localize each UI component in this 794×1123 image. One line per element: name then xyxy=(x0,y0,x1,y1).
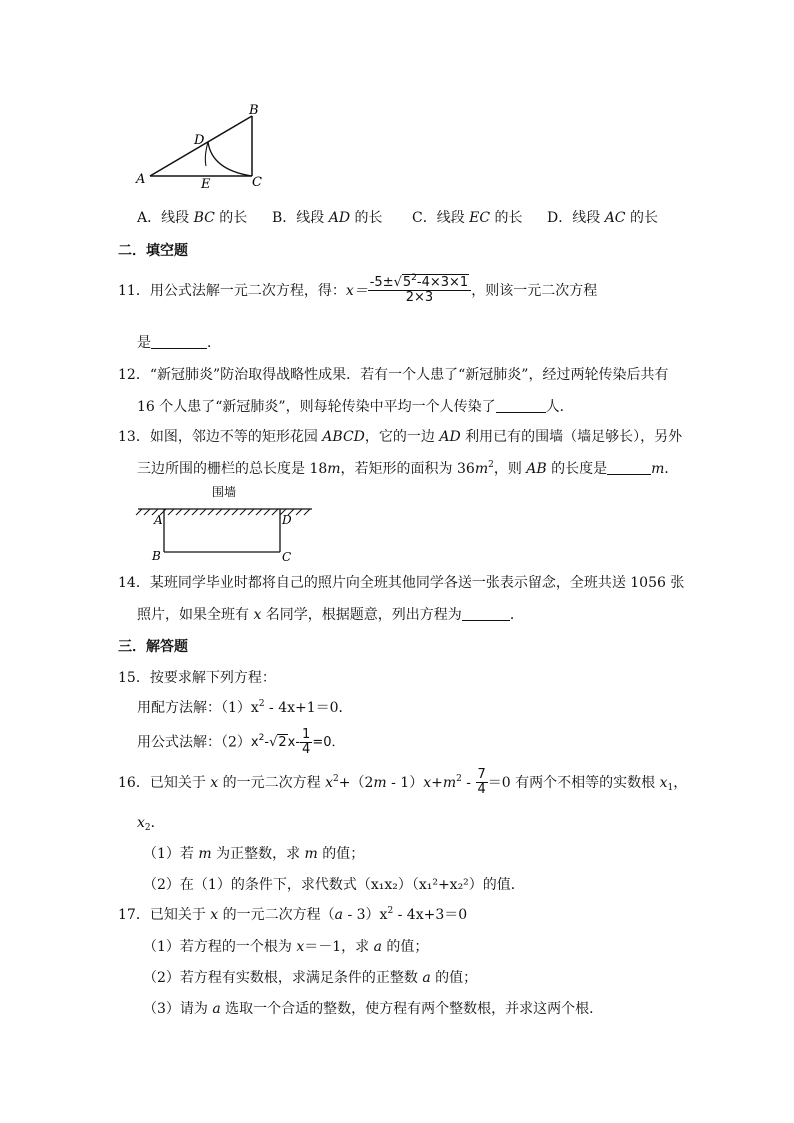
q11-sqrt-rest: -4×3×1 xyxy=(416,275,469,290)
q12-answer-blank xyxy=(496,398,546,413)
rect-label-c: C xyxy=(282,550,292,564)
q11-end: ． xyxy=(207,335,221,351)
q16-p1-m2: m xyxy=(304,846,318,862)
option-c-post: 的长 xyxy=(490,210,523,226)
q16-l1-m2: m xyxy=(442,774,457,791)
q14-answer-blank xyxy=(462,606,510,621)
q16-part1 xyxy=(143,843,364,863)
q17-number: 17． xyxy=(118,907,150,923)
option-d-pre: D．线段 xyxy=(547,210,605,226)
q14-l2-post: 名同学，根据题意，列出方程为 xyxy=(261,607,462,623)
q13-l2-mid2: ，则 xyxy=(493,461,527,477)
q15-b-minus2: - xyxy=(295,735,301,751)
q13-line2 xyxy=(137,458,678,478)
q16-l1-e: - 1） xyxy=(386,774,424,791)
q15-b-x: x xyxy=(250,735,259,751)
q16-l1-x2: x xyxy=(423,774,432,791)
q17-p3-a: a xyxy=(212,1001,221,1017)
q11-number: 11． xyxy=(118,282,150,299)
triangle-figure xyxy=(130,100,270,195)
q15-part1 xyxy=(137,697,353,717)
q15-b-num: 1 xyxy=(302,727,311,742)
q10-option-b xyxy=(272,207,383,227)
q16-l1-b: 的一元二次方程 xyxy=(218,774,326,791)
triangle-label-b: B xyxy=(249,103,259,118)
q15-b-equation: $x^2-√2x-$ $\frac{1}{4}$ =0． xyxy=(250,727,345,758)
q15-b-exp: 2 xyxy=(258,733,265,744)
q15-a-x: x xyxy=(250,700,259,716)
q17-l1-d: - 4x+3＝0 xyxy=(393,907,468,923)
q15-b-end: =0． xyxy=(312,735,345,751)
q15-b-sqrt: 2 xyxy=(278,735,287,751)
q16-line2 xyxy=(137,812,165,832)
q14-number: 14． xyxy=(118,575,150,591)
option-a-var: BC xyxy=(193,210,215,226)
q17-p1-post: 的值； xyxy=(381,939,429,955)
option-c-pre: C．线段 xyxy=(412,210,470,226)
q16-l1-h: ＝0 有两个不相等的实数根 xyxy=(487,774,660,791)
q17-p1-x: x xyxy=(296,939,305,955)
q15-a-exp: 2 xyxy=(258,699,265,709)
q11-sqrt-exp: 2 xyxy=(411,273,417,283)
q16-number: 16． xyxy=(118,774,150,791)
q15-b-x2: x xyxy=(287,735,296,751)
q17-part3 xyxy=(143,998,603,1018)
q16-l1-x: x xyxy=(210,774,219,791)
q14-l2-var: x xyxy=(253,607,262,623)
q16-l1-exp: 2 xyxy=(333,773,339,784)
q16-fraction xyxy=(476,768,488,798)
q15-a-pre: 用配方法解：（1） xyxy=(137,700,251,716)
q16-p1-pre: （1）若 xyxy=(143,846,199,862)
q14-l2-pre: 照片，如果全班有 xyxy=(137,607,254,623)
q17-line1 xyxy=(118,904,467,924)
q11-denominator: 2×3 xyxy=(405,290,434,306)
q14-line2 xyxy=(137,604,524,624)
q13-l2-mid: ，若矩形的面积为 36 xyxy=(340,461,475,477)
q12-line2-pre: 16 个人患了“新冠肺炎”，则每轮传染中平均一个人传染了 xyxy=(137,399,496,415)
option-b-pre: B．线段 xyxy=(272,210,329,226)
q11-fraction: $\frac{-5\pm√5^2-4\times 3\times 1}{2\times 3}$ xyxy=(368,276,471,306)
q17-p2-post: 的值； xyxy=(430,970,478,986)
triangle-label-a: A xyxy=(136,172,146,187)
q15-title-text: 按要求解下列方程： xyxy=(149,670,276,686)
q16-l1-c: x xyxy=(325,774,333,791)
q16-l1-i: ， xyxy=(673,774,688,791)
rect-label-d: D xyxy=(282,513,292,527)
q16-l1-d: +（2 xyxy=(338,774,374,791)
q10-option-c xyxy=(412,207,523,227)
q15-a-rest: - 4x+1＝0． xyxy=(264,700,353,716)
q16-part2 xyxy=(143,874,525,894)
option-c-var: EC xyxy=(469,210,491,226)
q13-l2-pre: 三边所围的栅栏的总长度是 18 xyxy=(137,461,328,477)
q13-l1-pre: 如图，邻边不等的矩形花园 xyxy=(149,429,323,445)
q16-p1-post: 的值； xyxy=(317,846,365,862)
q13-l2-m: m xyxy=(327,461,341,477)
q16-l1-f: + xyxy=(431,774,443,791)
q11-line1 xyxy=(118,273,598,306)
triangle-label-c: C xyxy=(252,175,262,190)
q11-x-eq: x＝ xyxy=(345,282,368,299)
q16-l1-a: 已知关于 xyxy=(149,774,211,791)
q16-l2-x: x xyxy=(137,815,145,831)
q16-l1-exp2: 2 xyxy=(456,773,462,784)
q16-l2-sub: 2 xyxy=(144,823,151,833)
q13-l2-mid3: 的长度是 xyxy=(546,461,608,477)
q17-l1-a: 已知关于 xyxy=(149,907,211,923)
q12-line1 xyxy=(118,364,668,384)
option-b-var: AD xyxy=(328,210,351,226)
q16-p1-m: m xyxy=(198,846,212,862)
q13-l1-post: 利用已有的围墙（墙足够长），另外 xyxy=(460,429,683,445)
q12-number: 12． xyxy=(118,367,150,383)
q14-line1 xyxy=(118,572,684,592)
rect-label-b: B xyxy=(152,549,161,563)
rectangle-figure xyxy=(130,482,320,564)
q10-option-d xyxy=(547,207,658,227)
q17-p1-a: a xyxy=(373,939,382,955)
q16-p2-text: （2）在（1）的条件下，求代数式（x₁x₂）（x₁²+x₂²）的值． xyxy=(143,877,525,893)
q16-l1-m: m xyxy=(373,774,387,791)
q17-p3-pre: （3）请为 xyxy=(143,1001,213,1017)
q17-l1-a2: a xyxy=(334,907,343,923)
q16-l1-sub1: 1 xyxy=(667,782,674,793)
q14-line1-text: 某班同学毕业时都将自己的照片向全班其他同学各送一张表示留念，全班共送 1056 张 xyxy=(149,575,685,591)
q15-b-den: 4 xyxy=(302,742,311,758)
q13-l1-mid: ，它的一边 xyxy=(364,429,440,445)
q13-l2-exp: 2 xyxy=(488,460,494,470)
q16-p1-mid: 为正整数，求 xyxy=(211,846,305,862)
q15-b-fraction xyxy=(300,728,312,758)
q13-l2-m2: m xyxy=(474,461,489,477)
q15-title xyxy=(118,667,276,687)
q11-answer-blank xyxy=(151,334,207,349)
q11-line2-text: 是 xyxy=(137,335,151,351)
q15-b-pre: 用公式法解：（2） xyxy=(137,734,251,751)
option-a-pre: A．线段 xyxy=(137,210,194,226)
section-2-title: 二．填空题 xyxy=(118,243,188,259)
q15-number: 15． xyxy=(118,670,150,686)
q17-l1-c: - 3）x xyxy=(343,907,388,923)
q16-l1-g: - xyxy=(461,774,476,791)
q13-l1-var: ABCD xyxy=(322,429,365,445)
section-3-title: 三．解答题 xyxy=(118,639,188,655)
q16-line1 xyxy=(118,768,687,798)
triangle-label-e: E xyxy=(201,177,211,192)
q16-l2-end: ． xyxy=(150,815,165,831)
q17-p1-pre: （1）若方程的一个根为 xyxy=(143,939,297,955)
q17-l1-b: 的一元二次方程（ xyxy=(218,907,335,923)
q15-part2 xyxy=(137,728,345,758)
option-d-post: 的长 xyxy=(625,210,658,226)
q17-part2 xyxy=(143,967,477,987)
q17-p1-mid: ＝－1，求 xyxy=(304,939,374,955)
q17-part1 xyxy=(143,936,428,956)
q16-frac-den: 4 xyxy=(477,782,486,798)
q14-l2-end: ． xyxy=(509,607,524,623)
q16-l1-x1: x xyxy=(659,774,668,791)
q11-line2 xyxy=(137,332,221,352)
q12-line2 xyxy=(137,396,574,416)
q13-l2-unit: m xyxy=(651,461,665,477)
q13-l1-var2: AD xyxy=(439,429,461,445)
option-d-var: AC xyxy=(604,210,626,226)
q17-p2-pre: （2）若方程有实数根，求满足条件的正整数 xyxy=(143,970,423,986)
q13-l2-end: ． xyxy=(664,461,679,477)
rect-label-a: A xyxy=(154,513,163,527)
q11-sqrt-base: 5 xyxy=(402,275,412,290)
option-b-post: 的长 xyxy=(350,210,383,226)
q15-b-minus: - xyxy=(264,735,270,751)
triangle-label-d: D xyxy=(194,133,205,148)
q13-answer-blank xyxy=(607,460,651,475)
q17-l1-exp: 2 xyxy=(387,906,394,916)
q13-number: 13． xyxy=(118,429,150,445)
q13-line1 xyxy=(118,426,682,446)
q12-line1-text: “新冠肺炎”防治取得战略性成果．若有一个人患了“新冠肺炎”，经过两轮传染后共有 xyxy=(149,367,669,383)
q13-l2-var: AB xyxy=(526,461,547,477)
q11-numerator-pre: -5± xyxy=(369,275,394,290)
option-a-post: 的长 xyxy=(214,210,248,226)
q17-p3-post: 选取一个合适的整数，使方程有两个整数根，并求这两个根． xyxy=(220,1001,604,1017)
q11-text-post: ，则该一元二次方程 xyxy=(471,282,598,299)
q11-text-pre: 用公式法解一元二次方程，得： xyxy=(149,282,346,299)
q17-l1-x: x xyxy=(210,907,219,923)
q17-p2-a: a xyxy=(422,970,431,986)
q12-line2-post: 人． xyxy=(545,399,574,415)
q10-option-a xyxy=(137,207,247,227)
q16-frac-num: 7 xyxy=(477,767,486,782)
wall-label: 围墙 xyxy=(212,485,237,499)
